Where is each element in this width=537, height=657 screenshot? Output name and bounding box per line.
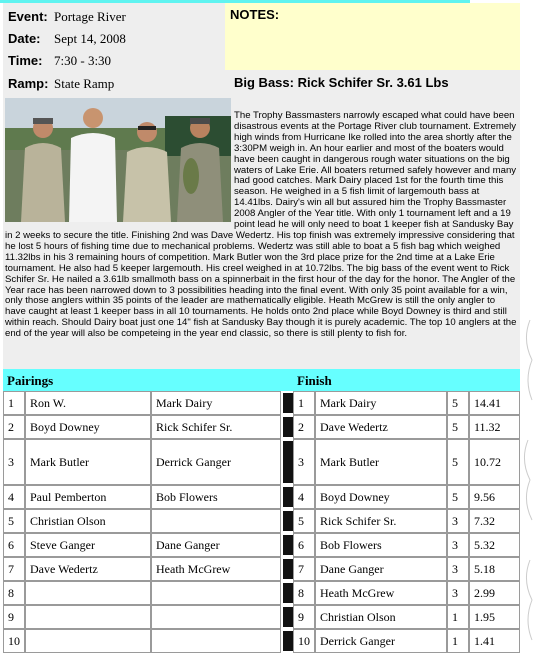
finish-fish-count: 3 xyxy=(447,557,469,581)
finish-weight: 5.32 xyxy=(469,533,520,557)
pairing-number: 10 xyxy=(3,629,25,653)
finish-fish-count: 5 xyxy=(447,415,469,439)
date-label: Date: xyxy=(8,31,41,46)
pairing-angler-a: Boyd Downey xyxy=(25,415,151,439)
pairing-angler-b xyxy=(151,581,281,605)
finish-angler: Boyd Downey xyxy=(315,485,447,509)
row-separator xyxy=(283,607,293,627)
finish-fish-count: 3 xyxy=(447,509,469,533)
big-bass-text: Big Bass: Rick Schifer Sr. 3.61 Lbs xyxy=(234,75,449,90)
pairing-angler-b: Mark Dairy xyxy=(151,391,281,415)
pairing-number: 6 xyxy=(3,533,25,557)
pairing-number: 5 xyxy=(3,509,25,533)
results-table xyxy=(3,369,520,657)
finish-weight: 9.56 xyxy=(469,485,520,509)
finish-angler: Dane Ganger xyxy=(315,557,447,581)
finish-weight: 1.95 xyxy=(469,605,520,629)
date-value: Sept 14, 2008 xyxy=(54,31,126,46)
finish-place: 7 xyxy=(293,557,315,581)
finish-weight: 14.41 xyxy=(469,391,520,415)
side-decoration xyxy=(520,300,537,657)
finish-angler: Heath McGrew xyxy=(315,581,447,605)
finish-weight: 10.72 xyxy=(469,439,520,485)
row-separator xyxy=(283,559,293,579)
finish-angler: Mark Dairy xyxy=(315,391,447,415)
finish-fish-count: 3 xyxy=(447,581,469,605)
event-label: Event: xyxy=(8,9,48,24)
pairings-header-label: Pairings xyxy=(7,373,54,388)
finish-weight: 1.41 xyxy=(469,629,520,653)
notes-label: NOTES: xyxy=(230,7,280,22)
pairing-angler-b xyxy=(151,605,281,629)
pairing-angler-a: Ron W. xyxy=(25,391,151,415)
finish-angler: Rick Schifer Sr. xyxy=(315,509,447,533)
pairing-number: 7 xyxy=(3,557,25,581)
row-separator xyxy=(283,417,293,437)
finish-place: 6 xyxy=(293,533,315,557)
finish-fish-count: 5 xyxy=(447,485,469,509)
finish-place: 9 xyxy=(293,605,315,629)
pairing-angler-a: Steve Ganger xyxy=(25,533,151,557)
finish-fish-count: 1 xyxy=(447,629,469,653)
pairing-angler-b: Rick Schifer Sr. xyxy=(151,415,281,439)
time-label: Time: xyxy=(8,53,43,68)
pairing-angler-a: Paul Pemberton xyxy=(25,485,151,509)
finish-place: 10 xyxy=(293,629,315,653)
row-separator xyxy=(283,441,293,483)
pairing-angler-b xyxy=(151,509,281,533)
finish-fish-count: 5 xyxy=(447,391,469,415)
finish-angler: Christian Olson xyxy=(315,605,447,629)
pairing-number: 1 xyxy=(3,391,25,415)
ramp-value: State Ramp xyxy=(54,76,115,91)
finish-place: 8 xyxy=(293,581,315,605)
row-separator xyxy=(283,631,293,651)
pairing-angler-a: Christian Olson xyxy=(25,509,151,533)
story-text: The Trophy Bassmasters narrowly escaped what could have been disastrous events at the Portage River club tournament. Extremely high winds from Hurricane Ike rolled into the area shortly after the 3:30PM weigh in. An hour earlier and most of the boaters would have been caught in dangerous rough water situations on the big waters of Lake Erie. All boaters returned safely however and many had good catches. Mark Dairy placed 1st for the fourth time this season. He weighed in a 5 fish limit of largemouth bass at 14.41lbs. Dairy's win all but assured him the Trophy Bassmaster 2008 Angler of the Year title. With only 1 tournament left and a 19 point lead he will only need to boat 1 keeper fish at Sandusky Bay in 2 weeks to secure the title. Finishing 2nd was Dave Wedertz. His top finish was extremely impressive considering that he lost 5 hours of fishing time due to mechanical problems. Wedertz was still able to boat a 5 fish bag which weighed 11.32lbs in his 3 remaining hours of competition. Mark Butler won the 3rd place prize for the 2nd time at a Lake Erie tournament. He also had 5 keeper largemouth. His creel weighed in at 10.72lbs. The big bass of the event went to Rick Schifer Sr. He nailed a 3.61lb smallmoth bass on a spinnerbait in the first hour of the day for the honor. The Angler of the Year race has been narrowed down to 3 possibilities heading into the final event. With only 35 point available for a win, only those anglers within 35 points of the leader are mathematically eligible. Heath McGrew is still the only angler to have caught at least 1 keeper bass in all 10 tournaments. He holds onto 2nd place while Boyd Downey is third and still within reach. Should Dairy boat just one 14" fish at Sandusky Bay though it is purely academic. The top 10 anglers at the end of the year will also be competeing in the year end classic, so there is still plenty to fish for. xyxy=(5,110,517,340)
ramp-label: Ramp: xyxy=(8,76,49,91)
finish-place: 1 xyxy=(293,391,315,415)
finish-angler: Mark Butler xyxy=(315,439,447,485)
finish-weight: 11.32 xyxy=(469,415,520,439)
pairings-header xyxy=(3,369,293,391)
finish-angler: Dave Wedertz xyxy=(315,415,447,439)
pairing-angler-b: Bob Flowers xyxy=(151,485,281,509)
finish-angler: Derrick Ganger xyxy=(315,629,447,653)
row-separator xyxy=(283,535,293,555)
time-value: 7:30 - 3:30 xyxy=(54,53,112,68)
finish-place: 2 xyxy=(293,415,315,439)
pairing-number: 3 xyxy=(3,439,25,485)
finish-weight: 7.32 xyxy=(469,509,520,533)
story-section xyxy=(3,96,520,369)
anglers-photo xyxy=(5,98,231,222)
pairing-angler-a: Mark Butler xyxy=(25,439,151,485)
pairing-angler-a: Dave Wedertz xyxy=(25,557,151,581)
finish-place: 3 xyxy=(293,439,315,485)
finish-angler: Bob Flowers xyxy=(315,533,447,557)
finish-header-label: Finish xyxy=(297,373,332,388)
finish-fish-count: 5 xyxy=(447,439,469,485)
row-separator xyxy=(283,393,293,413)
pairing-number: 2 xyxy=(3,415,25,439)
finish-place: 4 xyxy=(293,485,315,509)
pairing-angler-a xyxy=(25,629,151,653)
pairing-number: 9 xyxy=(3,605,25,629)
pairing-number: 4 xyxy=(3,485,25,509)
finish-fish-count: 1 xyxy=(447,605,469,629)
row-separator xyxy=(283,511,293,531)
pairing-angler-b: Dane Ganger xyxy=(151,533,281,557)
row-separator xyxy=(283,583,293,603)
finish-place: 5 xyxy=(293,509,315,533)
finish-weight: 2.99 xyxy=(469,581,520,605)
pairing-angler-a xyxy=(25,605,151,629)
finish-weight: 5.18 xyxy=(469,557,520,581)
pairing-angler-a xyxy=(25,581,151,605)
pairing-number: 8 xyxy=(3,581,25,605)
pairing-angler-b: Heath McGrew xyxy=(151,557,281,581)
pairing-angler-b xyxy=(151,629,281,653)
finish-header xyxy=(293,369,520,391)
finish-fish-count: 3 xyxy=(447,533,469,557)
row-separator xyxy=(283,487,293,507)
pairing-angler-b: Derrick Ganger xyxy=(151,439,281,485)
event-value: Portage River xyxy=(54,9,126,24)
